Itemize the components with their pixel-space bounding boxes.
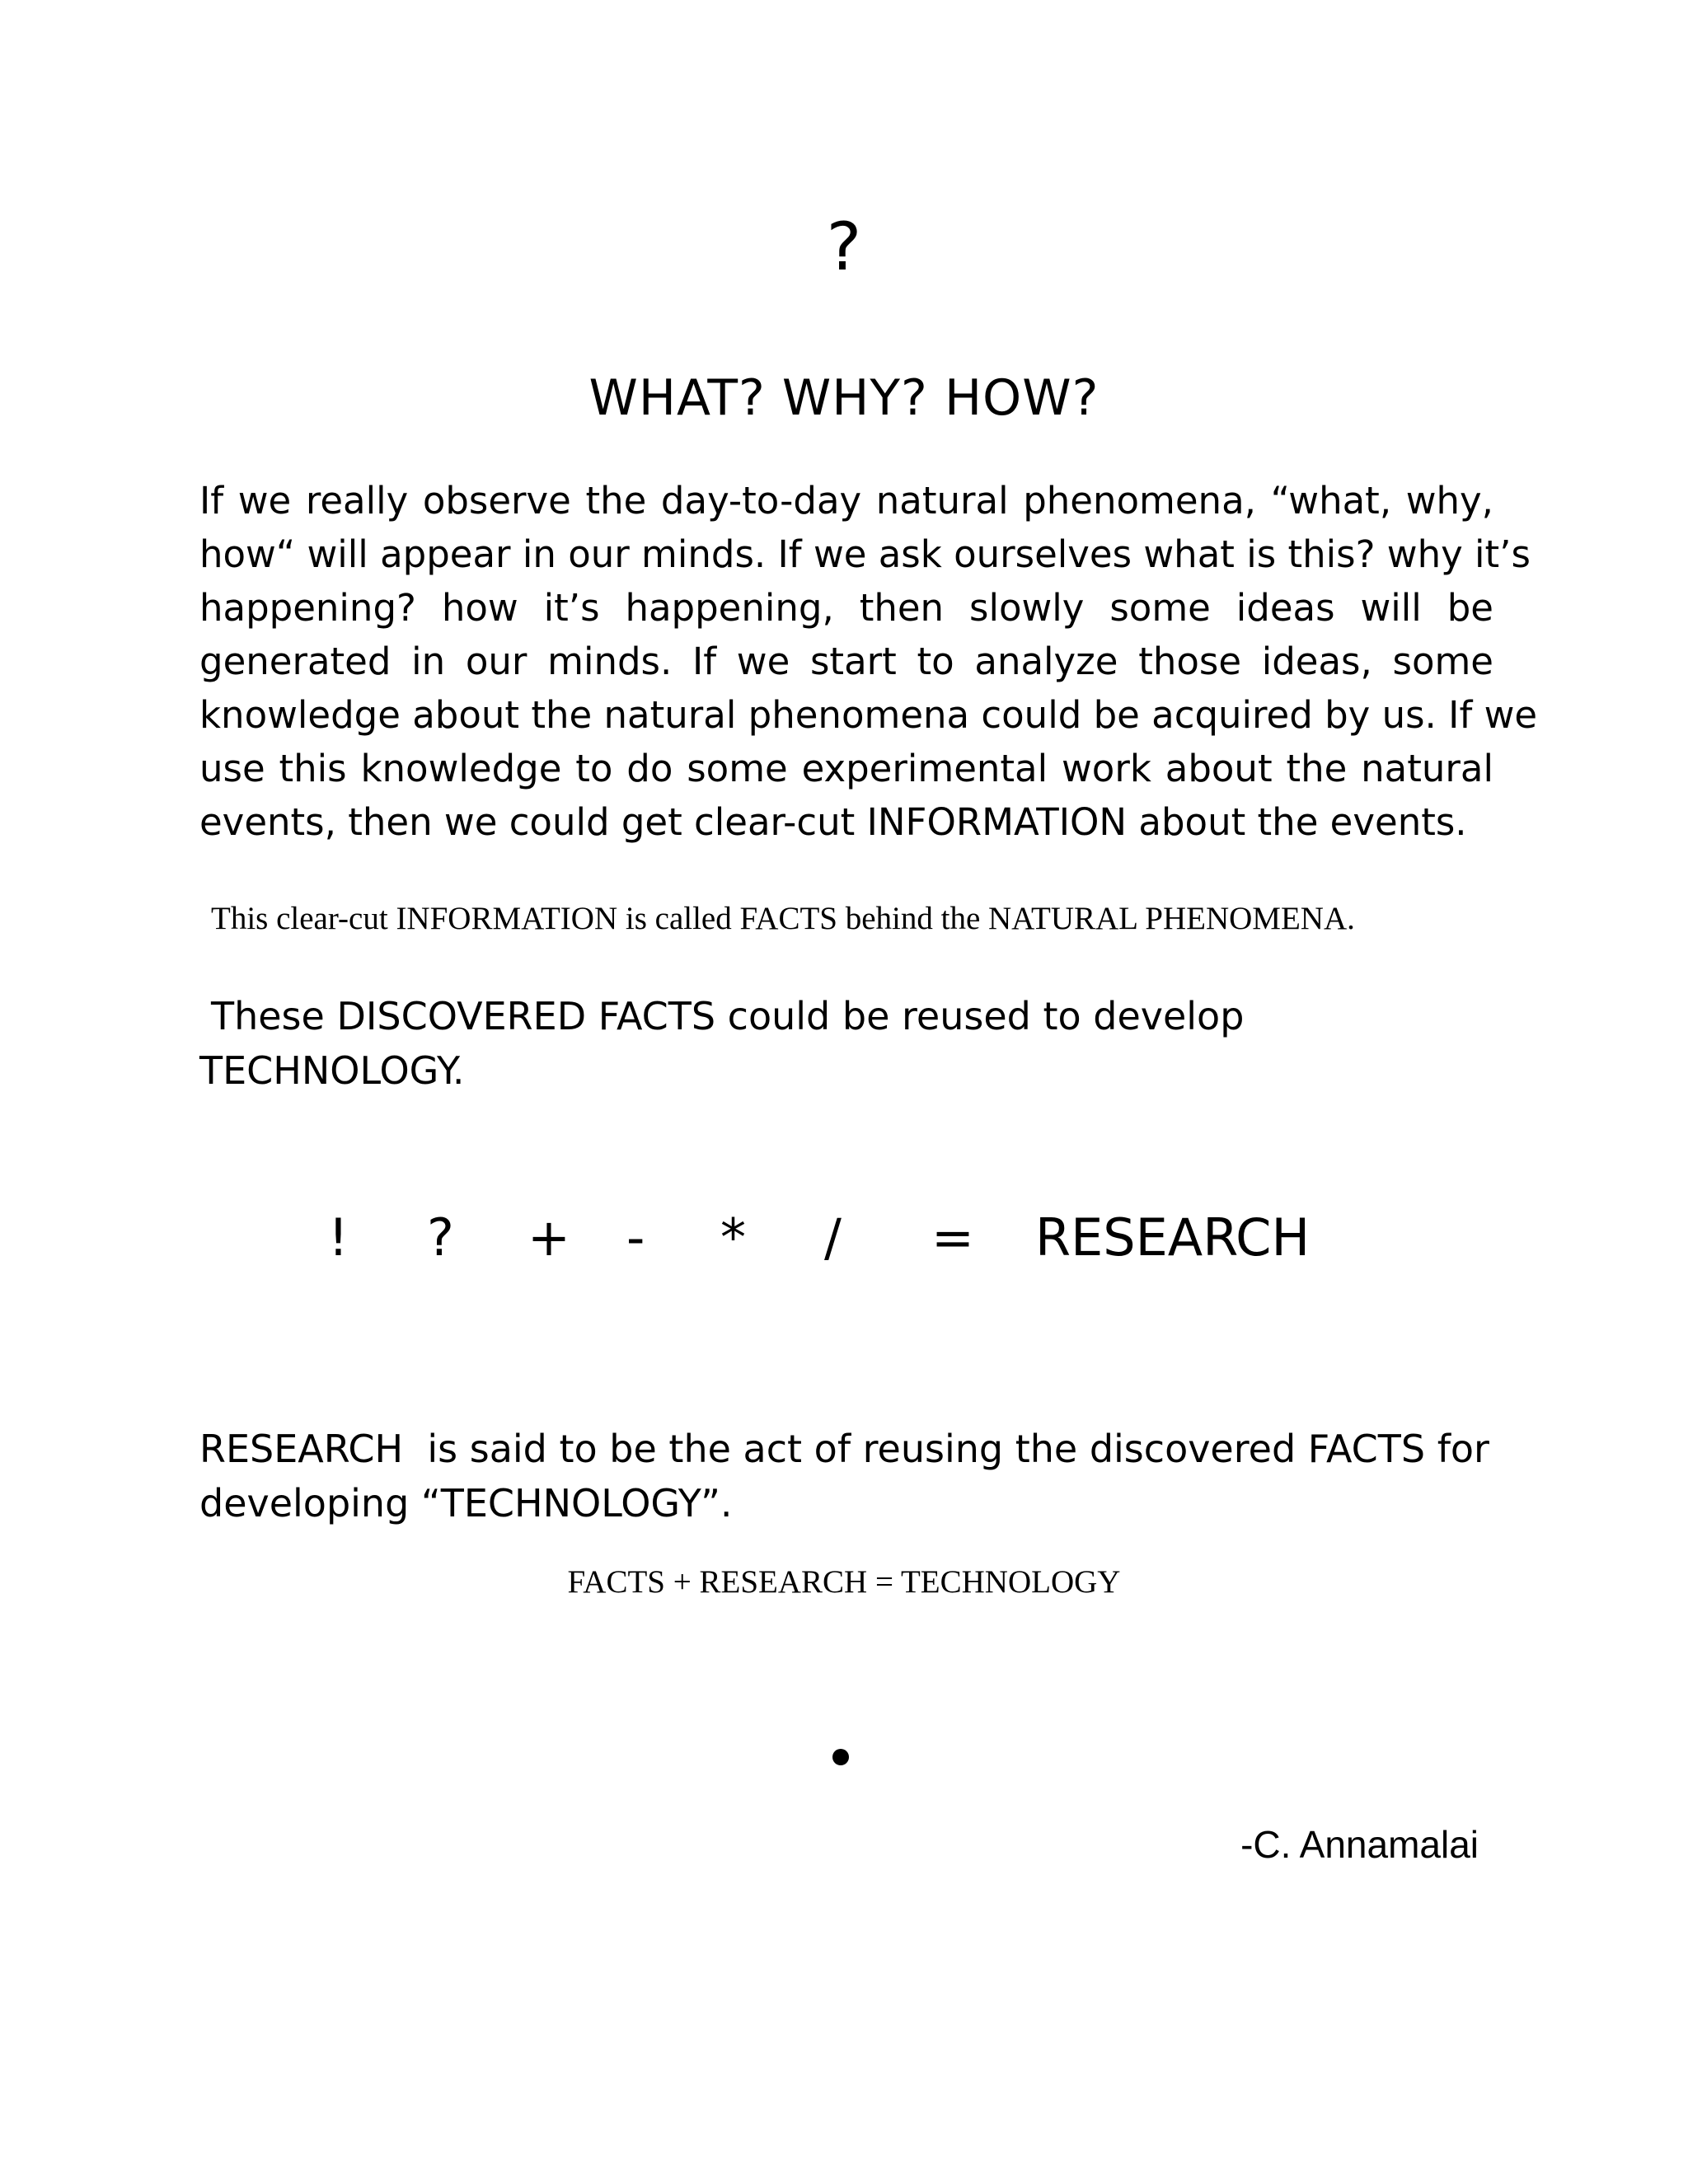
intro-line: use this knowledge to do some experimental work about the natural <box>199 747 1493 790</box>
slash-symbol: / <box>824 1207 842 1268</box>
research-definition-line-2: developing “TECHNOLOGY”. <box>199 1481 733 1526</box>
question-symbol: ? <box>427 1207 454 1268</box>
symbol-equation <box>0 1205 1688 1271</box>
intro-line: If we really observe the day-to-day natural phenomena, “what, why, <box>199 479 1493 523</box>
asterisk-symbol: * <box>720 1207 746 1268</box>
bullet-dot-icon <box>832 1749 849 1765</box>
discovered-line-1: These DISCOVERED FACTS could be reused to develop <box>211 994 1245 1038</box>
intro-line: happening? how it’s happening, then slowly some ideas will be <box>199 586 1493 630</box>
research-definition <box>199 1422 1518 1530</box>
intro-paragraph <box>199 474 1538 849</box>
intro-line: events, then we could get clear-cut INFORMATION about the events. <box>199 800 1467 844</box>
plus-symbol: + <box>528 1207 570 1268</box>
discovered-facts-paragraph <box>199 989 1518 1098</box>
intro-line: generated in our minds. If we start to analyze those ideas, some <box>199 640 1493 683</box>
facts-statement: This clear-cut INFORMATION is called FACTS behind the NATURAL PHENOMENA. <box>211 901 1355 936</box>
page-title: WHAT? WHY? HOW? <box>588 369 1100 427</box>
technology-formula: FACTS + RESEARCH = TECHNOLOGY <box>567 1564 1121 1600</box>
equals-symbol: = <box>931 1207 974 1268</box>
question-mark-heading: ? <box>826 209 862 285</box>
research-definition-line-1: RESEARCH is said to be the act of reusing the discovered FACTS for <box>199 1427 1489 1471</box>
intro-line: how“ will appear in our minds. If we ask ourselves what is this? why it’s <box>199 532 1531 576</box>
exclamation-symbol: ! <box>328 1207 349 1268</box>
discovered-line-2: TECHNOLOGY. <box>199 1048 465 1093</box>
author-signature: -C. Annamalai <box>1240 1823 1479 1866</box>
minus-symbol: - <box>626 1207 645 1268</box>
research-result: RESEARCH <box>1035 1207 1311 1268</box>
intro-line: knowledge about the natural phenomena could be acquired by us. If we <box>199 693 1538 737</box>
